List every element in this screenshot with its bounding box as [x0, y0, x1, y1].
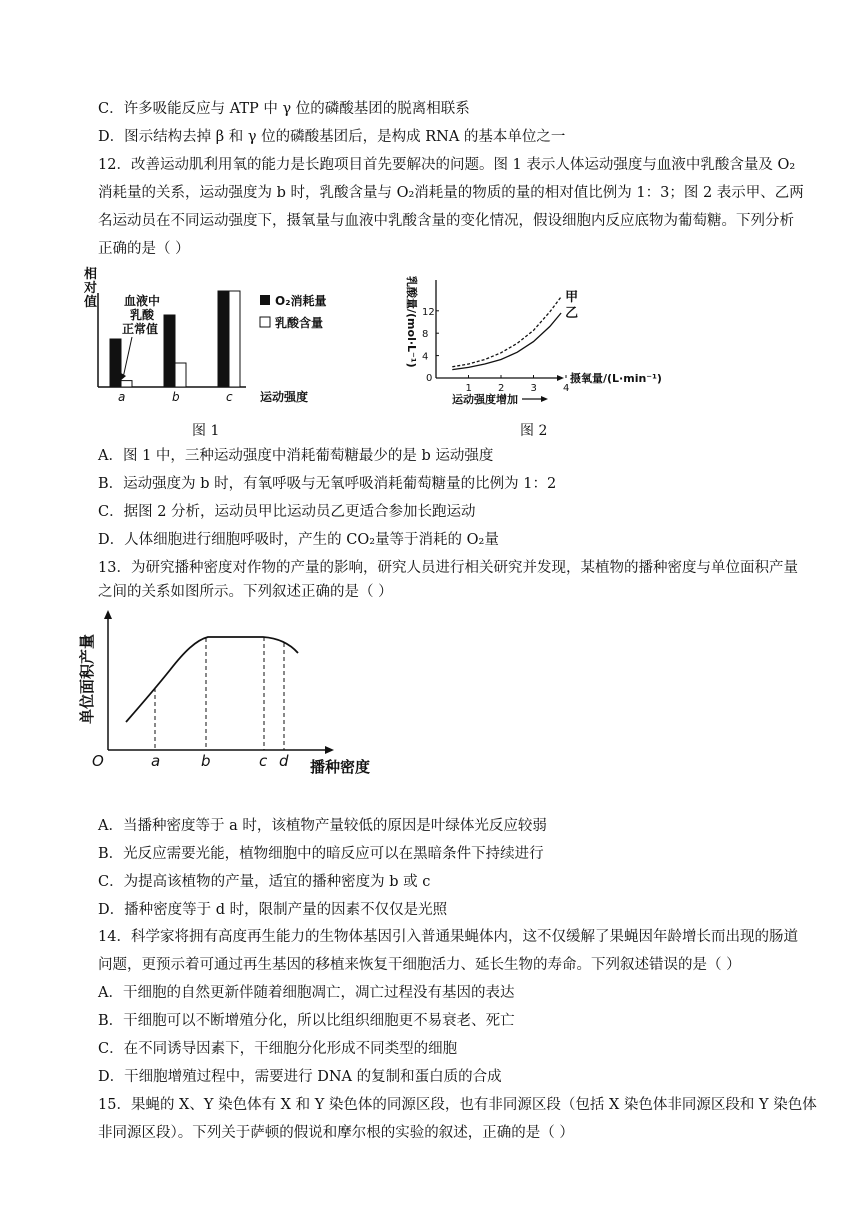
- fig2-xtick-label: 1: [465, 383, 472, 394]
- fig2-series-乙: [452, 313, 561, 370]
- text-line: D．人体细胞进行细胞呼吸时，产生的 CO₂量等于消耗的 O₂量: [98, 532, 499, 548]
- fig3-tick-d: d: [279, 752, 289, 770]
- fig1-xtick-b: b: [172, 390, 180, 404]
- text-line: 消耗量的关系，运动强度为 b 时，乳酸含量与 O₂消耗量的物质的量的相对值比例为 1：3；图 2 表示甲、乙两: [98, 185, 804, 201]
- fig2-x-arrowhead: [557, 375, 564, 381]
- bar-o2-c: [218, 291, 229, 387]
- fig2-ytick-label: 4: [422, 351, 429, 363]
- text-line: B．运动强度为 b 时，有氧呼吸与无氧呼吸消耗葡萄糖量的比例为 1：2: [98, 476, 557, 492]
- text-line: 15．果蝇的 X、Y 染色体有 X 和 Y 染色体的同源区段，也有非同源区段（包括 X 染色体非同源区段和 Y 染色体: [98, 1097, 817, 1113]
- legend-swatch-lactate: [260, 317, 270, 327]
- fig2-series-label-乙: 乙: [565, 306, 579, 322]
- text-line: 问题，更预示着可通过再生基因的移植来恢复干细胞活力、延长生物的寿命。下列叙述错误的是（ ）: [98, 957, 741, 973]
- fig1-xtick-a: a: [118, 390, 126, 404]
- fig2-arrow-label: 运动强度增加: [452, 393, 518, 406]
- bar-o2-b: [164, 315, 175, 387]
- fig2-xlabel: 摄氧量/(L·min⁻¹): [570, 372, 662, 385]
- fig1-ylabel-2: 对: [84, 281, 98, 296]
- bar-lactate-c: [229, 291, 240, 387]
- text-line: 之间的关系如图所示。下列叙述正确的是（ ）: [98, 584, 393, 600]
- text-line: 12．改善运动肌利用氧的能力是长跑项目首先要解决的问题。图 1 表示人体运动强度与血液中乳酸含量及 O₂: [98, 157, 796, 173]
- text-line: C．许多吸能反应与 ATP 中 γ 位的磷酸基团的脱离相联系: [98, 101, 470, 117]
- text-line: C．为提高该植物的产量，适宜的播种密度为 b 或 c: [98, 874, 431, 890]
- figure-1-caption: 图 1: [192, 423, 220, 439]
- fig2-series-label-甲: 甲: [565, 289, 579, 305]
- fig3-tick-a: a: [151, 752, 161, 770]
- text-line: A．当播种密度等于 a 时，该植物产量较低的原因是叶绿体光反应较弱: [98, 818, 547, 834]
- fig3-tick-c: c: [259, 752, 268, 770]
- fig1-xlabel: 运动强度: [260, 390, 309, 404]
- fig1-ylabel-3: 值: [84, 295, 98, 310]
- text-line: B．光反应需要光能，植物细胞中的暗反应可以在黑暗条件下持续进行: [98, 846, 544, 862]
- text-line: 非同源区段）。下列关于萨顿的假说和摩尔根的实验的叙述，正确的是（ ）: [98, 1125, 574, 1141]
- text-line: 正确的是（ ）: [98, 241, 190, 257]
- text-line: D．播种密度等于 d 时，限制产量的因素不仅仅是光照: [98, 902, 448, 918]
- figure-3-density-yield: [78, 608, 398, 782]
- fig1-ylabel-1: 相: [84, 267, 98, 282]
- legend-label-lactate: 乳酸含量: [275, 316, 324, 330]
- fig2-ytick-label: 12: [422, 306, 435, 318]
- bar-lactate-b: [175, 363, 186, 387]
- fig3-tick-b: b: [201, 752, 211, 770]
- text-line: B．干细胞可以不断增殖分化，所以比组织细胞更不易衰老、死亡: [98, 1013, 515, 1029]
- fig3-ylabel: 单位面积产量: [78, 633, 96, 724]
- fig3-origin: O: [92, 752, 104, 770]
- fig2-xtick-label: 3: [530, 383, 537, 394]
- fig1-xtick-c: c: [226, 390, 233, 404]
- fig1-annotation-2: 乳酸: [130, 308, 155, 322]
- text-line: C．据图 2 分析，运动员甲比运动员乙更适合参加长跑运动: [98, 504, 476, 520]
- fig2-xtick-label: 2: [498, 383, 505, 394]
- fig2-origin: 0: [426, 373, 433, 384]
- text-line: 名运动员在不同运动强度下，摄氧量与血液中乳酸含量的变化情况，假设细胞内反应底物为葡萄糖。下列分析: [98, 213, 794, 229]
- fig1-annotation-1: 血液中: [124, 294, 161, 308]
- fig3-curve: [126, 637, 298, 722]
- fig2-arrow-head: [541, 396, 548, 402]
- fig2-xtick-label: 4: [563, 383, 570, 394]
- fig2-ytick-label: 8: [422, 329, 429, 341]
- fig3-x-arrowhead: [325, 746, 334, 754]
- text-line: 14．科学家将拥有高度再生能力的生物体基因引入普通果蝇体内，这不仅缓解了果蝇因年龄增长而出现的肠道: [98, 929, 798, 945]
- legend-swatch-o2: [260, 295, 270, 305]
- fig2-ylabel: 乳酸量/(mol·L⁻¹): [405, 276, 418, 368]
- fig1-annotation-arrow: [123, 337, 132, 378]
- fig3-xlabel: 播种密度: [310, 758, 371, 776]
- fig1-annotation-arrowhead: [120, 373, 126, 381]
- bar-o2-a: [110, 339, 121, 387]
- text-line: A．干细胞的自然更新伴随着细胞凋亡，凋亡过程没有基因的表达: [98, 985, 515, 1001]
- text-line: D．图示结构去掉 β 和 γ 位的磷酸基团后，是构成 RNA 的基本单位之一: [98, 129, 566, 145]
- figure-1-bar-chart: [78, 263, 338, 411]
- fig3-y-arrowhead: [104, 610, 112, 619]
- bar-lactate-a: [121, 381, 132, 387]
- text-line: 13．为研究播种密度对作物的产量的影响，研究人员进行相关研究并发现，某植物的播种密度与单位面积产量: [98, 560, 798, 576]
- legend-label-o2: O₂消耗量: [275, 294, 327, 308]
- figure-2-line-chart: [396, 268, 696, 408]
- text-line: A．图 1 中，三种运动强度中消耗葡萄糖最少的是 b 运动强度: [98, 448, 494, 464]
- text-line: D．干细胞增殖过程中，需要进行 DNA 的复制和蛋白质的合成: [98, 1069, 502, 1085]
- fig1-annotation-3: 正常值: [122, 322, 159, 336]
- figure-2-caption: 图 2: [520, 423, 548, 439]
- text-line: C．在不同诱导因素下，干细胞分化形成不同类型的细胞: [98, 1041, 458, 1057]
